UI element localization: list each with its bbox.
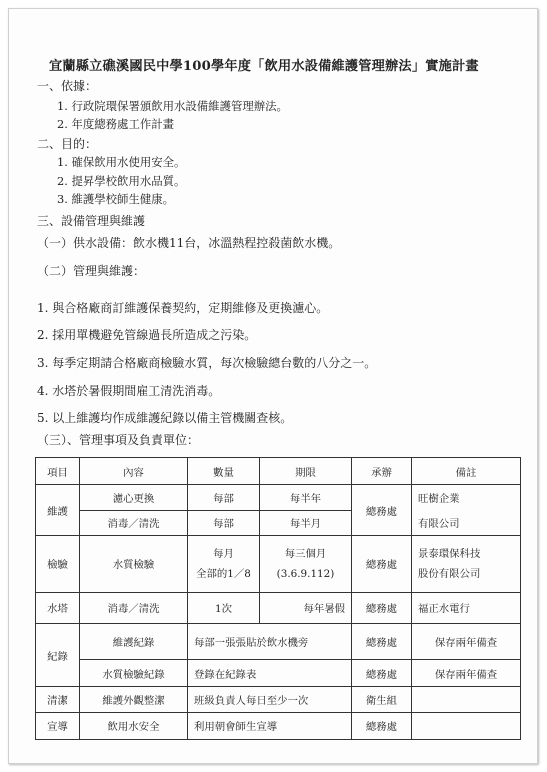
header-content: 內容	[80, 458, 188, 485]
cell-unit: 衛生組	[352, 687, 412, 712]
table-row	[36, 485, 521, 510]
cell-note: 保存兩年備查	[412, 659, 521, 686]
cell-qty: 1次	[188, 592, 260, 624]
purpose-item-1: 1. 確保飲用水使用安全。	[57, 155, 186, 169]
note-line-1: 景泰環保科技	[418, 547, 481, 560]
section-equipment-heading: 三、設備管理與維護	[37, 214, 146, 228]
cell-content: 維護外觀整潔	[80, 687, 188, 712]
row-inspection-item: 檢驗	[36, 535, 80, 592]
row-cleaning-item: 清潔	[36, 687, 80, 712]
management-item-2: 2. 採用單機避免管線過長所造成之污染。	[37, 328, 257, 342]
table-row	[36, 535, 521, 592]
row-maintenance-item: 維護	[36, 485, 80, 536]
cell-note: 保存兩年備查	[412, 624, 521, 660]
cell-deadline: 每半年	[260, 485, 352, 510]
cell-note: 旺樹企業	[412, 485, 521, 510]
cell-note	[412, 687, 521, 712]
row-promotion-item: 宣導	[36, 712, 80, 739]
row-tower-item: 水塔	[36, 592, 80, 624]
section-purpose-heading: 二、目的：	[37, 137, 98, 151]
header-unit: 承辦	[352, 458, 412, 485]
table-row	[36, 659, 521, 686]
qty-line-2: 全部的1／8	[196, 567, 251, 580]
cell-qty	[188, 535, 260, 592]
cell-deadline	[260, 535, 352, 592]
management-item-3: 3. 每季定期請合格廠商檢驗水質，每次檢驗總台數的八分之一。	[37, 356, 377, 370]
basis-item-2: 2. 年度總務處工作計畫	[57, 117, 175, 131]
header-item: 項目	[36, 458, 80, 485]
basis-item-1: 1. 行政院環保署頒飲用水設備維護管理辦法。	[57, 99, 288, 113]
management-item-5: 5. 以上維護均作成維護紀錄以備主管機關查核。	[37, 411, 293, 425]
management-heading: （二）管理與維護：	[37, 264, 146, 278]
cell-filter-replace: 濾心更換	[80, 485, 188, 510]
cell-disinfect: 消毒／清洗	[80, 510, 188, 535]
cell-method: 利用朝會師生宣導	[188, 712, 352, 739]
cell-unit: 總務處	[352, 659, 412, 686]
cell-method: 登錄在紀錄表	[188, 659, 352, 686]
table-row	[36, 592, 521, 624]
cell-note: 福正水電行	[412, 592, 521, 624]
deadline-line-2: (3.6.9.112)	[276, 567, 335, 580]
purpose-item-2: 2. 提昇學校飲用水品質。	[57, 174, 186, 188]
cell-method: 班級負責人每日至少一次	[188, 687, 352, 712]
row-record-item: 紀錄	[36, 624, 80, 687]
header-deadline: 期限	[260, 458, 352, 485]
cell-note: 有限公司	[412, 510, 521, 535]
cell-unit: 總務處	[352, 485, 412, 536]
cell-method: 每部一張張貼於飲水機旁	[188, 624, 352, 660]
cell-unit: 總務處	[352, 712, 412, 739]
cell-deadline: 每半月	[260, 510, 352, 535]
cell-qty: 每部	[188, 510, 260, 535]
cell-content: 水質檢驗	[80, 535, 188, 592]
cell-deadline: 每年暑假	[260, 592, 352, 624]
cell-content: 維護紀錄	[80, 624, 188, 660]
document-title: 宜蘭縣立礁溪國民中學100學年度「飲用水設備維護管理辦法」實施計畫	[49, 59, 479, 74]
cell-unit: 總務處	[352, 535, 412, 592]
deadline-line-1: 每三個月	[284, 547, 327, 560]
header-quantity: 數量	[188, 458, 260, 485]
cell-unit: 總務處	[352, 592, 412, 624]
document-page	[8, 8, 538, 764]
management-item-4: 4. 水塔於暑假期間雇工清洗消毒。	[37, 384, 221, 398]
water-supply-line: （一）供水設備：飲水機11台，冰溫熱程控殺菌飲水機。	[37, 236, 341, 250]
responsibility-heading: （三）、管理事項及負責單位：	[37, 433, 200, 447]
cell-qty: 每部	[188, 485, 260, 510]
responsibility-table	[35, 457, 521, 740]
cell-content: 消毒／清洗	[80, 592, 188, 624]
header-note: 備註	[412, 458, 521, 485]
cell-note	[412, 712, 521, 739]
table-row	[36, 510, 521, 535]
table-row	[36, 712, 521, 739]
cell-content: 水質檢驗紀錄	[80, 659, 188, 686]
management-item-1: 1. 與合格廠商訂維護保養契約，定期維修及更換濾心。	[37, 301, 329, 315]
cell-content: 飲用水安全	[80, 712, 188, 739]
note-line-2: 股份有限公司	[418, 567, 481, 580]
table-row	[36, 687, 521, 712]
section-basis-heading: 一、依據：	[37, 79, 98, 93]
cell-note	[412, 535, 521, 592]
cell-unit: 總務處	[352, 624, 412, 660]
table-row	[36, 624, 521, 660]
purpose-item-3: 3. 維護學校師生健康。	[57, 192, 175, 206]
qty-line-1: 每月	[213, 547, 234, 560]
table-header-row	[36, 458, 521, 485]
